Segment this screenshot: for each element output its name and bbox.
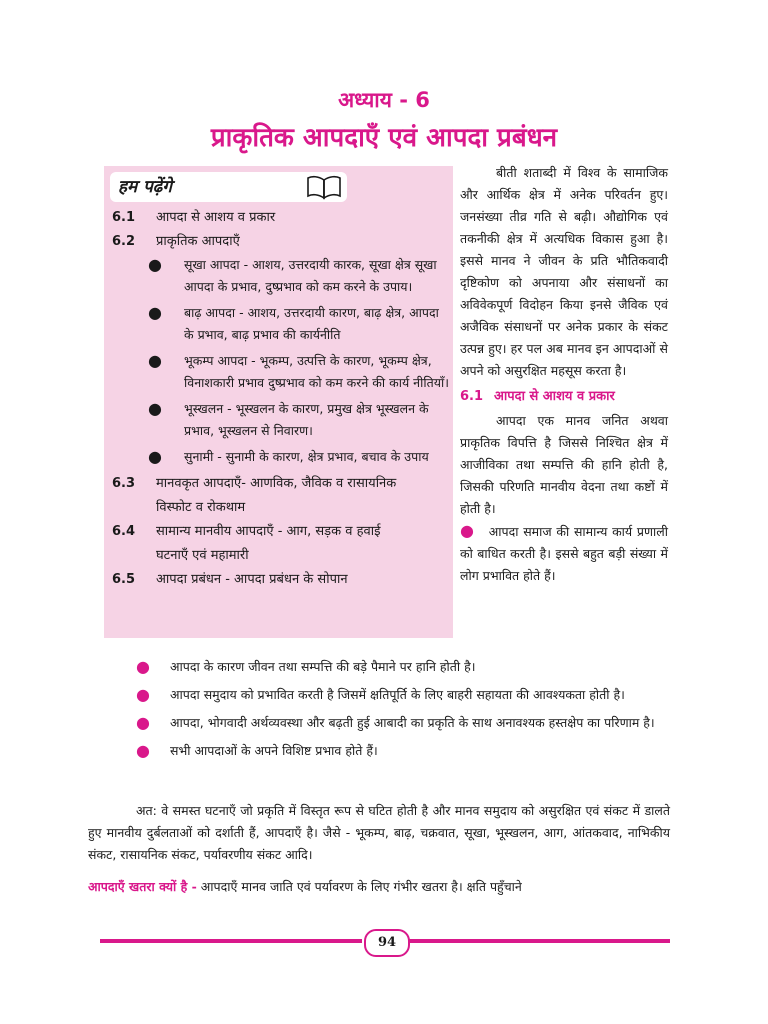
toc-item bbox=[112, 472, 450, 496]
toc-subitem-text: सूखा आपदा - आशय, उत्तरदायी कारक, सूखा क्षेत्र सूखा आपदा के प्रभाव, दुष्प्रभाव को कम करने के उपाय। bbox=[184, 257, 437, 294]
bullet-icon: ● bbox=[148, 351, 162, 370]
toc-item bbox=[112, 230, 450, 254]
toc-subitem-text: भूकम्प आपदा - भूकम्प, उत्पत्ति के कारण, भूकम्प क्षेत्र, विनाशकारी प्रभाव दुष्प्रभाव को कम करने की कार्य नीतियाँ। bbox=[184, 353, 449, 390]
list-item bbox=[136, 712, 676, 734]
summary-paragraph: अत: वे समस्त घटनाएँ जो प्रकृति में विस्तृत रूप से घटित होती है और मानव समुदाय को असुरक्षित एवं संकट में डालते हुए मानवीय दुर्बलताओं को दर्शाती हैं, आपदाएँ है। जैसे - भूकम्प, बाढ़, चक्रवात, सूखा, भूस्खलन, आग, आंतकवाद, नाभिकीय संकट, रासायनिक संकट, पर्यावरणीय संकट आदि। bbox=[88, 803, 670, 862]
bullet-list bbox=[136, 656, 676, 768]
list-item bbox=[136, 656, 676, 678]
right-column bbox=[460, 162, 668, 587]
toc-number: 6.1 bbox=[112, 210, 136, 225]
toc-number: 6.3 bbox=[112, 476, 136, 491]
bullet-icon: ● bbox=[148, 399, 162, 418]
bullet-icon: ● bbox=[148, 255, 162, 274]
toc-subitem-text: बाढ़ आपदा - आशय, उत्तरदायी कारण, बाढ़ क्षेत्र, आपदा के प्रभाव, बाढ़ प्रभाव की कार्यनीति bbox=[184, 305, 439, 342]
toc-subitem bbox=[112, 254, 450, 298]
toc-subitem-text: भूस्खलन - भूस्खलन के कारण, प्रमुख क्षेत्र भूस्खलन के प्रभाव, भूस्खलन से निवारण। bbox=[184, 401, 429, 438]
page-number: 94 bbox=[364, 929, 410, 957]
toc-item bbox=[112, 496, 450, 520]
toc-item bbox=[112, 544, 450, 568]
footer-rule-left bbox=[100, 939, 362, 943]
toc-subitem bbox=[112, 398, 450, 442]
toc-item bbox=[112, 568, 450, 592]
question-heading: आपदाएँ खतरा क्यों है - bbox=[88, 879, 197, 894]
toc-subitem bbox=[112, 302, 450, 346]
toc-number: 6.4 bbox=[112, 524, 136, 539]
toc-item bbox=[112, 206, 450, 230]
bullet-icon: ● bbox=[460, 521, 475, 540]
toc-text: सामान्य मानवीय आपदाएँ - आग, सड़क व हवाई bbox=[156, 524, 381, 539]
list-item-text: आपदा समुदाय को प्रभावित करती है जिसमें क्षतिपूर्ति के लिए बाहरी सहायता की आवश्यकता होती है। bbox=[170, 687, 625, 702]
open-book-icon bbox=[306, 174, 342, 200]
list-item bbox=[136, 684, 676, 706]
bullet-icon: ● bbox=[136, 685, 150, 704]
toc-subitem bbox=[112, 446, 450, 468]
toc-text: घटनाएँ एवं महामारी bbox=[156, 548, 249, 563]
toc-item bbox=[112, 520, 450, 544]
bullet-icon: ● bbox=[136, 741, 150, 760]
toc-number: 6.2 bbox=[112, 234, 136, 249]
toc-text: प्राकृतिक आपदाएँ bbox=[156, 234, 240, 249]
bullet-icon: ● bbox=[148, 303, 162, 322]
toc-list bbox=[112, 206, 450, 592]
section-number: 6.1 bbox=[460, 389, 484, 404]
toc-text: विस्फोट व रोकथाम bbox=[156, 500, 246, 515]
toc-subitem bbox=[112, 350, 450, 394]
toc-subitem-text: सुनामी - सुनामी के कारण, क्षेत्र प्रभाव, बचाव के उपाय bbox=[184, 449, 429, 464]
right-bullet bbox=[460, 520, 668, 587]
learning-box-heading: हम पढ़ेंगे bbox=[110, 172, 347, 202]
right-bullet-text: आपदा समाज की सामान्य कार्य प्रणाली को बाधित करती है। इससे बहुत बड़ी संख्या में लोग प्रभावित होते हैं। bbox=[460, 524, 668, 583]
section-heading bbox=[460, 386, 668, 408]
toc-text: मानवकृत आपदाएँ- आणविक, जैविक व रासायनिक bbox=[156, 476, 397, 491]
list-item bbox=[136, 740, 676, 762]
bullet-icon: ● bbox=[148, 447, 162, 466]
toc-text: आपदा प्रबंधन - आपदा प्रबंधन के सोपान bbox=[156, 572, 348, 587]
definition-paragraph: आपदा एक मानव जनित अथवा प्राकृतिक विपत्ति है जिससे निश्चित क्षेत्र में आजीविका तथा सम्पत्ति की हानि होती है, जिसकी परिणति मानवीय वेदना तथा कष्टों में होती है। bbox=[460, 413, 668, 516]
intro-paragraph: बीती शताब्दी में विश्व के सामाजिक और आर्थिक क्षेत्र में अनेक परिवर्तन हुए। जनसंख्या तीव्र गति से बढ़ी। औद्योगिक एवं तकनीकी क्षेत्र में अत्यधिक विकास हुआ है। इससे मानव ने जीवन के प्रति भौतिकवादी दृष्टिकोण को अपनाया और संसाधनों का अविवेकपूर्ण विदोहन किया इनसे जैविक एवं अजैविक संसाधनों पर अनेक प्रकार के संकट उत्पन्न हुए। हर पल अब मानव इन आपदाओं से अपने को असुरक्षित महसूस करता है। bbox=[460, 165, 668, 378]
bullet-icon: ● bbox=[136, 713, 150, 732]
list-item-text: आपदा के कारण जीवन तथा सम्पत्ति की बड़े पैमाने पर हानि होती है। bbox=[170, 659, 476, 674]
chapter-number: अध्याय - 6 bbox=[338, 88, 430, 112]
section-title: आपदा से आशय व प्रकार bbox=[494, 389, 615, 404]
toc-number: 6.5 bbox=[112, 572, 136, 587]
chapter-title: प्राकृतिक आपदाएँ एवं आपदा प्रबंधन bbox=[210, 123, 558, 153]
question-text: आपदाएँ मानव जाति एवं पर्यावरण के लिए गंभीर खतरा है। क्षति पहुँचाने bbox=[196, 879, 522, 894]
question-paragraph bbox=[88, 876, 670, 898]
footer-rule-right bbox=[408, 939, 670, 943]
toc-text: आपदा से आशय व प्रकार bbox=[156, 210, 276, 225]
list-item-text: आपदा, भोगवादी अर्थव्यवस्था और बढ़ती हुई आबादी का प्रकृति के साथ अनावश्यक हस्तक्षेप का परिणाम है। bbox=[170, 715, 655, 730]
bullet-icon: ● bbox=[136, 657, 150, 676]
list-item-text: सभी आपदाओं के अपने विशिष्ट प्रभाव होते हैं। bbox=[170, 743, 378, 758]
